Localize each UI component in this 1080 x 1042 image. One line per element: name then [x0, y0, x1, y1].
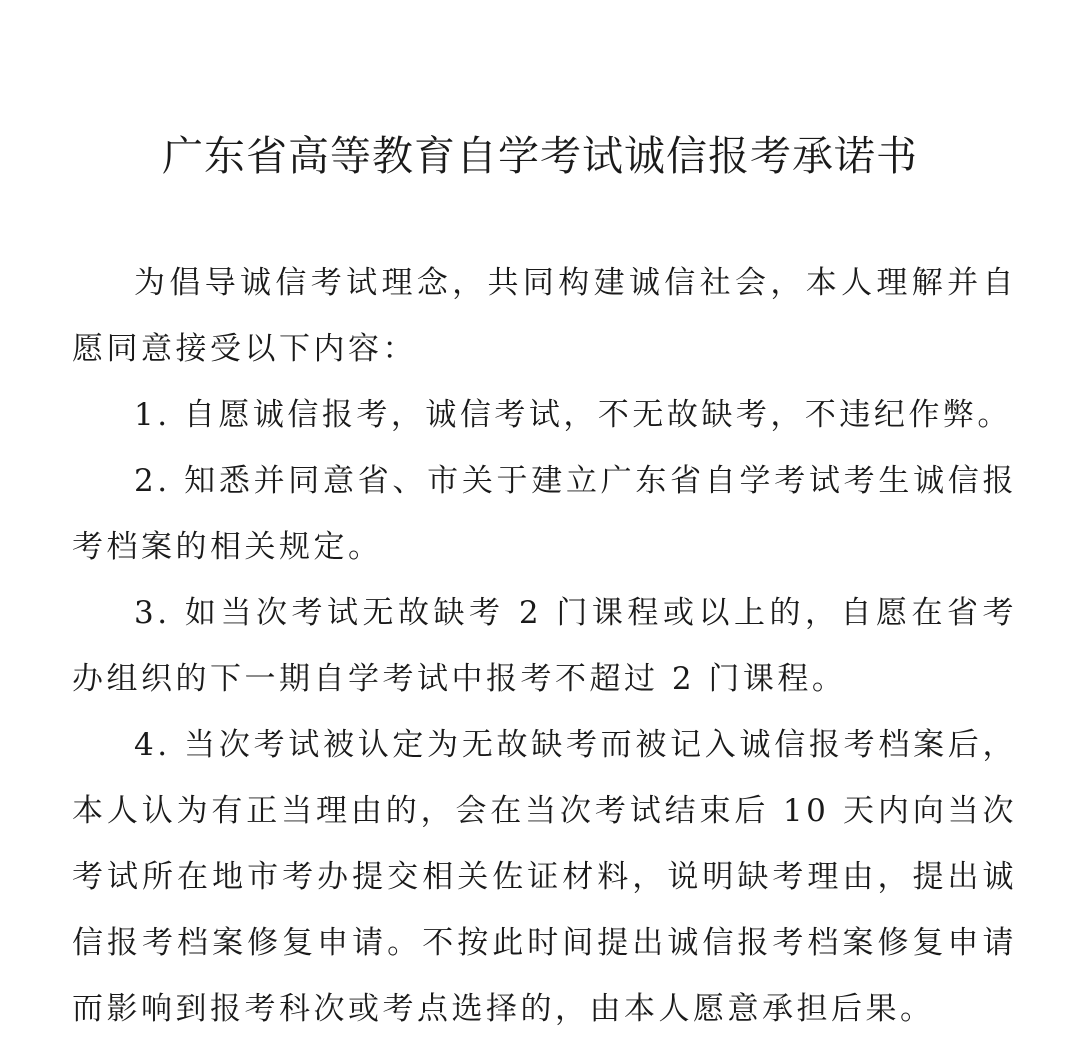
commitment-item-4: 4. 当次考试被认定为无故缺考而被记入诚信报考档案后，本人认为有正当理由的，会在当次考试结束后 10 天内向当次考试所在地市考办提交相关佐证材料，说明缺考理由，提出诚信报考档案修复申请。不按此时间提出诚信报考档案修复申请而影响到报考科次或考点选择的，由本人愿意承担后果。: [72, 727, 1017, 1027]
document-title: 广东省高等教育自学考试诚信报考承诺书: [162, 132, 918, 180]
commitment-item-1: 1. 自愿诚信报考，诚信考试，不无故缺考，不违纪作弊。: [134, 397, 1012, 433]
document-body: [72, 250, 1017, 1042]
intro-paragraph: 为倡导诚信考试理念，共同构建诚信社会，本人理解并自愿同意接受以下内容：: [72, 265, 1017, 367]
commitment-item-2: 2. 知悉并同意省、市关于建立广东省自学考试考生诚信报考档案的相关规定。: [72, 463, 1017, 565]
commitment-item-3: 3. 如当次考试无故缺考 2 门课程或以上的，自愿在省考办组织的下一期自学考试中报考不超过 2 门课程。: [72, 595, 1017, 697]
